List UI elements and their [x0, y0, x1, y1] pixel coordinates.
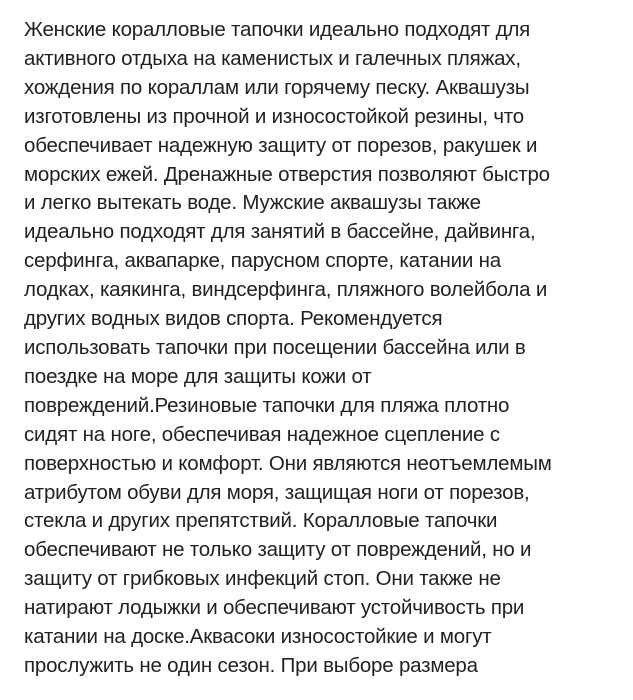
description-line: морских ежей. Дренажные отверстия позволяют быстро	[24, 162, 550, 186]
description-line: серфинга, аквапарке, парусном спорте, катании на	[24, 249, 501, 273]
description-line: атрибутом обуви для моря, защищая ноги от порезов,	[24, 480, 530, 504]
description-line: других водных видов спорта. Рекомендуется	[24, 307, 443, 331]
description-line: поездке на море для защиты кожи от	[24, 364, 372, 388]
description-line: натирают лодыжки и обеспечивают устойчивость при	[24, 596, 525, 620]
description-line: стекла и других препятствий. Коралловые тапочки	[24, 509, 498, 533]
description-line: повреждений.Резиновые тапочки для пляжа плотно	[24, 393, 510, 417]
description-line: Женские коралловые тапочки идеально подходят для	[24, 18, 531, 41]
description-line: обеспечивают не только защиту от повреждений, но и	[24, 538, 532, 562]
description-line: активного отдыха на каменистых и галечных пляжах,	[24, 46, 521, 70]
description-line: защиту от грибковых инфекций стоп. Они также не	[24, 567, 501, 591]
description-line: использовать тапочки при посещении бассейна или в	[24, 335, 526, 359]
description-line: прослужить не один сезон. При выборе размера	[24, 653, 478, 677]
description-line: катании на доске.Аквасоки износостойкие и могут	[24, 625, 492, 649]
description-line: обеспечивает надежную защиту от порезов, ракушек и	[24, 133, 538, 157]
product-description	[24, 16, 624, 681]
description-line: изготовлены из прочной и износостойкой резины, что	[24, 104, 524, 128]
description-line: хождения по кораллам или горячему песку. Аквашузы	[24, 75, 530, 99]
description-line: и легко вытекать воде. Мужские аквашузы также	[24, 191, 481, 215]
description-line: сидят на ноге, обеспечивая надежное сцепление с	[24, 422, 500, 446]
description-line: лодках, каякинга, виндсерфинга, пляжного волейбола и	[24, 278, 548, 302]
description-line: идеально подходят для занятий в бассейне, дайвинга,	[24, 220, 536, 244]
description-line: поверхностью и комфорт. Они являются неотъемлемым	[24, 451, 552, 475]
